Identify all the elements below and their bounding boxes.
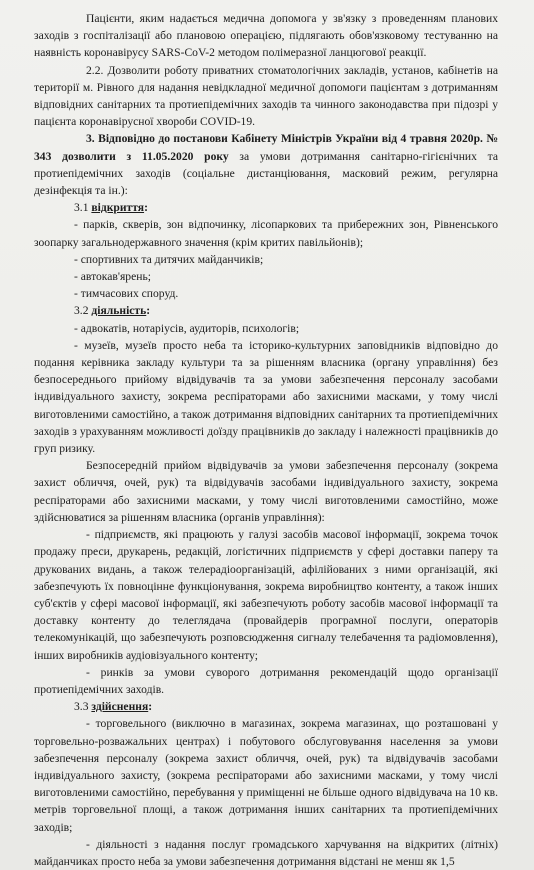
bullet-playgrounds: - спортивних та дитячих майданчиків;	[74, 252, 264, 266]
heading-3-3-implementation	[34, 698, 498, 715]
bullet-trade: - торговельного (виключно в магазинах, зокрема магазинах, що розташовані у торговельно-розважальних центрах) і побутового обслуговування населення за умови забезпечення персоналу (зокрема захист обличчя, очей, рук) та відвідувачів засобами індивідуального захисту, (зокрема респіраторами або захисними масками, у тому числі виготовленими самостійно, перебування у приміщенні не більше одного відвідувача на 10 кв. метрів торговельної площі, а також дотримання інших санітарних та протиепідемічних заходів;	[34, 717, 498, 834]
heading-3-3-number: 3.3	[74, 700, 92, 714]
bullet-autocafes: - автокав'ярень;	[74, 270, 151, 284]
heading-3-1-number: 3.1	[74, 201, 92, 215]
paragraph-direct-reception: Безпосередній прийом відвідувачів за умови забезпечення персоналу (зокрема захист обличчя, очей, рук) та відвідувачів засобами індивідуального захисту, зокрема респіраторами або захисними масками, у тому числі виготовленими самостійно, може здійснюватися за рішенням власника (органів управління):	[34, 459, 498, 524]
heading-3-3-word: здійснення	[91, 700, 149, 714]
paragraph-3-bold-lead: 3. Відповідно до постанови Кабінету Міністрів України від 4 травня 2020р. № 343 дозволити з 11.05.2020 року	[34, 132, 498, 163]
heading-3-2-activity	[34, 302, 498, 319]
paragraph-3-rest: за умови дотримання санітарно-гігієнічних та протиепідемічних заходів (соціальне дистанціювання, масковий режим, регулярна дезінфекція та ін.):	[34, 149, 498, 198]
paragraph-patients-testing: Пацієнти, яким надається медична допомога у зв'язку з проведенням планових заходів з госпіталізації або плановою операцією, підлягають обов'язковому тестуванню на наявність коронавірусу SARS-CoV-2 методом полімеразної ланцюгової реакції.	[34, 12, 498, 60]
heading-3-2-word: діяльність	[91, 304, 147, 318]
heading-3-3-colon: :	[148, 700, 153, 714]
bullet-museums: - музеїв, музеїв просто неба та історико-культурних заповідників відповідно до подання керівника закладу культури та за рішенням власника (органу управління) без безпосереднього прийому відвідувачів та за умови забезпечення персоналу засобами індивідуального захисту, зокрема респіраторами або захисними масками, у тому числі виготовленими самостійно, а також дотримання відповідних санітарних та протиепідемічних заходів з урахуванням можливості доїзду працівників до закладу і належності працівників до груп ризику.	[34, 338, 498, 456]
bullet-lawyers: - адвокатів, нотаріусів, аудиторів, психологів;	[74, 321, 300, 335]
paragraph-3-resolution	[34, 130, 498, 199]
heading-3-1-word: відкриття	[91, 201, 145, 215]
bullet-temporary-structures: - тимчасових споруд.	[74, 287, 179, 301]
heading-3-2-colon: :	[146, 304, 151, 318]
heading-3-1-opening	[34, 199, 498, 216]
heading-3-1-colon: :	[144, 201, 148, 215]
paragraph-2-2-dental: 2.2. Дозволити роботу приватних стоматологічних закладів, установ, кабінетів на території м. Рівного для надання невідкладної медичної допомоги пацієнтам з дотриманням відповідних санітарних та протиепідемічних заходів та чинного законодавства при підозрі у пацієнта коронавірусної хвороби COVID-19.	[34, 63, 498, 129]
bullet-parks: - парків, скверів, зон відпочинку, лісопаркових та прибережних зон, Рівненського зоопарку загальнодержавного значення (крім критих павільйонів);	[34, 218, 498, 249]
heading-3-2-number: 3.2	[74, 304, 92, 318]
bullet-catering: - діяльності з надання послуг громадського харчування на відкритих (літніх) майданчиках просто неба за умови забезпечення дотримання відстані не менш як 1,5	[34, 837, 498, 868]
bullet-mass-media: - підприємств, які працюють у галузі засобів масової інформації, зокрема точок продажу преси, друкарень, редакцій, логістичних підприємств у сфері доставки паперу та друкованих видань, а також телерадіоорганізацій, афілійованих з ними організацій, які забезпечують їх повноцінне функціонування, зокрема виробництво контенту, а також інших суб'єктів у сфері масової інформації, які забезпечують роботу засобів масової інформації та доставку контенту до телеглядача (провайдерів програмної послуги, операторів телекомунікацій, що забезпечують розповсюдження сигналу телебачення та радіомовлення), інших виробників аудіовізуального контенту;	[34, 528, 498, 662]
bullet-markets: - ринків за умови суворого дотримання рекомендацій щодо організації протиепідемічних заходів.	[34, 665, 498, 696]
